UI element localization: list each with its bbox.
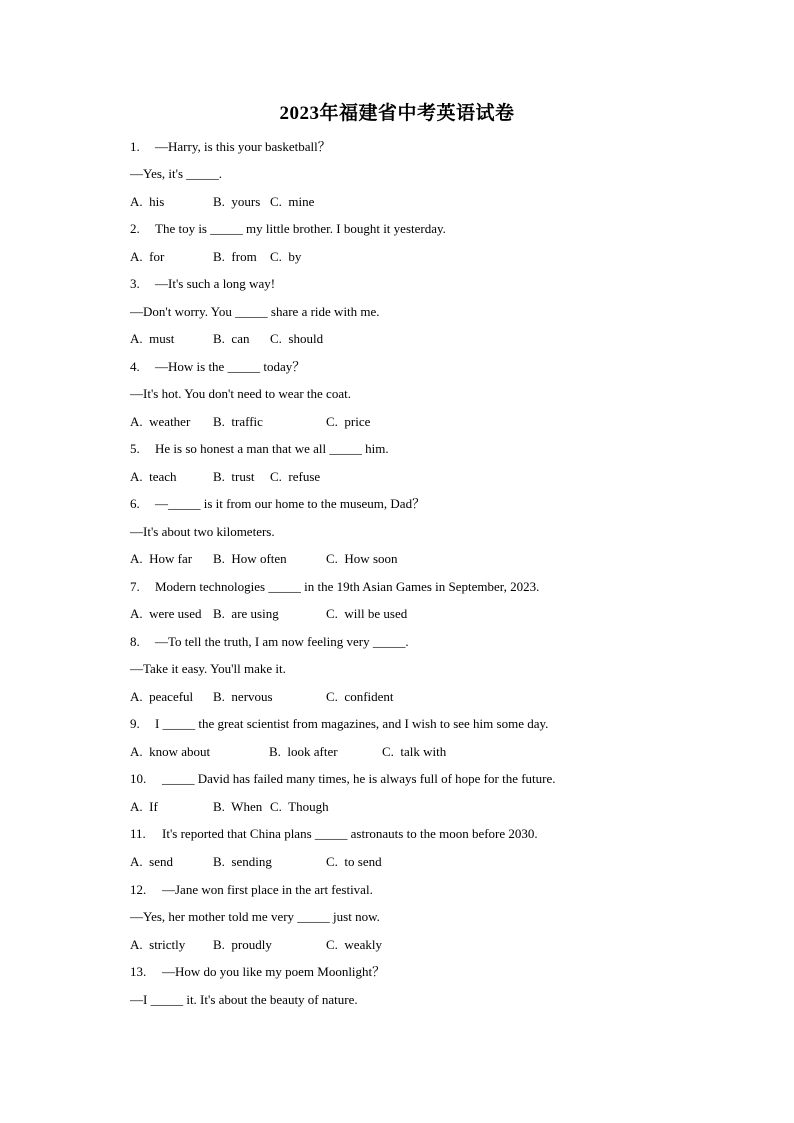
option-b: B. When	[213, 799, 263, 814]
question-9	[130, 714, 548, 734]
question-text: The toy is _____ my little brother. I bought it yesterday.	[155, 221, 446, 236]
question-5	[130, 439, 389, 459]
question-text: —How is the _____ today？	[155, 359, 306, 374]
question-text: Modern technologies _____ in the 19th Asian Games in September, 2023.	[155, 579, 540, 594]
option-c: C. by	[270, 249, 302, 264]
answer-line: —It's about two kilometers.	[130, 524, 275, 539]
option-c: C. to send	[326, 854, 382, 869]
option-b: B. traffic	[213, 414, 263, 429]
page-title: 2023年福建省中考英语试卷	[279, 103, 515, 124]
answer-line: —Take it easy. You'll make it.	[130, 661, 286, 676]
question-8	[130, 632, 409, 652]
question-number: 13.	[130, 964, 147, 979]
option-a: A. for	[130, 249, 165, 264]
option-a: A. weather	[130, 414, 191, 429]
answer-line: —Yes, it's _____.	[130, 166, 223, 181]
question-text: _____ David has failed many times, he is always full of hope for the future.	[162, 771, 556, 786]
question-text: —How do you like my poem Moonlight？	[162, 964, 386, 979]
option-c: C. mine	[270, 194, 315, 209]
question-11	[130, 824, 538, 844]
option-c: C. refuse	[270, 469, 321, 484]
question-text: —_____ is it from our home to the museum, Dad？	[155, 496, 426, 511]
answer-line: —It's hot. You don't need to wear the coat.	[130, 386, 351, 401]
option-b: B. are using	[213, 606, 279, 621]
question-number: 6.	[130, 496, 140, 511]
question-12	[130, 880, 373, 900]
question-4	[130, 357, 305, 377]
question-number: 4.	[130, 359, 140, 374]
question-number: 7.	[130, 579, 140, 594]
option-a: A. teach	[130, 469, 177, 484]
option-a: A. If	[130, 799, 158, 814]
option-a: A. know about	[130, 744, 211, 759]
option-c: C. talk with	[382, 744, 447, 759]
question-3	[130, 274, 275, 294]
answer-line: —Yes, her mother told me very _____ just now.	[130, 909, 380, 924]
question-2	[130, 219, 446, 239]
question-number: 3.	[130, 276, 140, 291]
option-c: C. weakly	[326, 937, 382, 952]
question-text: It's reported that China plans _____ astronauts to the moon before 2030.	[162, 826, 538, 841]
option-b: B. look after	[269, 744, 338, 759]
option-b: B. yours	[213, 194, 261, 209]
option-c: C. confident	[326, 689, 394, 704]
option-b: B. proudly	[213, 937, 272, 952]
question-number: 12.	[130, 882, 147, 897]
option-c: C. should	[270, 331, 324, 346]
option-a: A. his	[130, 194, 165, 209]
option-a: A. strictly	[130, 937, 186, 952]
question-number: 11.	[130, 826, 146, 841]
option-b: B. nervous	[213, 689, 273, 704]
question-number: 1.	[130, 139, 140, 154]
question-7	[130, 577, 539, 597]
option-b: B. can	[213, 331, 250, 346]
question-text: —Jane won first place in the art festival.	[162, 882, 373, 897]
option-b: B. sending	[213, 854, 272, 869]
question-text: —Harry, is this your basketball？	[155, 139, 331, 154]
answer-line: —Don't worry. You _____ share a ride with me.	[130, 304, 380, 319]
question-text: —To tell the truth, I am now feeling very _____.	[155, 634, 409, 649]
question-text: —It's such a long way!	[155, 276, 276, 291]
option-b: B. trust	[213, 469, 255, 484]
question-number: 2.	[130, 221, 140, 236]
option-c: C. Though	[270, 799, 329, 814]
option-c: C. price	[326, 414, 371, 429]
question-number: 10.	[130, 771, 147, 786]
option-a: A. send	[130, 854, 173, 869]
question-1	[130, 137, 331, 157]
option-b: B. How often	[213, 551, 287, 566]
option-b: B. from	[213, 249, 257, 264]
question-10	[130, 769, 556, 789]
question-number: 5.	[130, 441, 140, 456]
option-a: A. peaceful	[130, 689, 194, 704]
question-13	[130, 962, 385, 982]
option-c: C. will be used	[326, 606, 408, 621]
option-a: A. How far	[130, 551, 193, 566]
option-a: A. must	[130, 331, 175, 346]
question-number: 8.	[130, 634, 140, 649]
option-a: A. were used	[130, 606, 202, 621]
question-number: 9.	[130, 716, 140, 731]
question-text: I _____ the great scientist from magazines, and I wish to see him some day.	[155, 716, 549, 731]
question-text: He is so honest a man that we all _____ him.	[155, 441, 389, 456]
question-6	[130, 494, 425, 514]
option-c: C. How soon	[326, 551, 398, 566]
answer-line: —I _____ it. It's about the beauty of nature.	[130, 992, 358, 1007]
